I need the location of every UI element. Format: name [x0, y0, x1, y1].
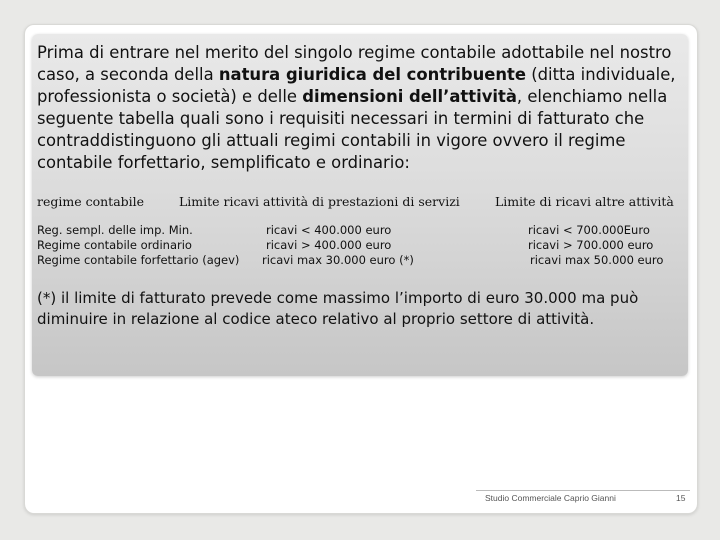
intro-text-1: Prima di entrare nel merito del singolo regime contabile adottabile nel nostro caso, a seconda della	[37, 43, 672, 84]
page-number: 15	[676, 493, 686, 503]
intro-text-2: (ditta individuale, professionista o società) e delle	[37, 65, 676, 106]
intro-bold-2: dimensioni dell’attività	[302, 87, 517, 106]
footnote: (*) il limite di fatturato prevede come massimo l’importo di euro 30.000 ma può diminuire in relazione al codice ateco relativo al proprio settore di attività.	[37, 289, 639, 328]
table-cell: ricavi max 50.000 euro	[530, 253, 664, 267]
table-cell: ricavi max 30.000 euro (*)	[262, 253, 414, 267]
table-cell: ricavi < 700.000Euro	[528, 223, 650, 237]
table-cell: ricavi > 700.000 euro	[528, 238, 654, 252]
table-header-altre: Limite di ricavi altre attività	[495, 194, 674, 209]
table-header-regime: regime contabile	[37, 194, 145, 209]
intro-bold-1: natura giuridica del contribuente	[218, 65, 526, 84]
table-cell: Regime contabile forfettario (agev)	[37, 253, 240, 267]
intro-text-3: , elenchiamo nella seguente tabella quali sono i requisiti necessari in termini di fatturato che contraddistinguono gli attuali regimi contabili in vigore ovvero il regime contabile forfettario, semplificato e ordinario:	[37, 87, 668, 172]
intro-paragraph	[37, 42, 687, 174]
table-cell: Reg. sempl. delle imp. Min.	[37, 223, 193, 237]
table-cell: ricavi < 400.000 euro	[266, 223, 392, 237]
footer-studio: Studio Commerciale Caprio Gianni	[485, 493, 616, 503]
footer-divider	[476, 490, 690, 491]
table-header-servizi: Limite ricavi attività di prestazioni di servizi	[179, 194, 460, 209]
table-cell: ricavi > 400.000 euro	[266, 238, 392, 252]
table-cell: Regime contabile ordinario	[37, 238, 192, 252]
